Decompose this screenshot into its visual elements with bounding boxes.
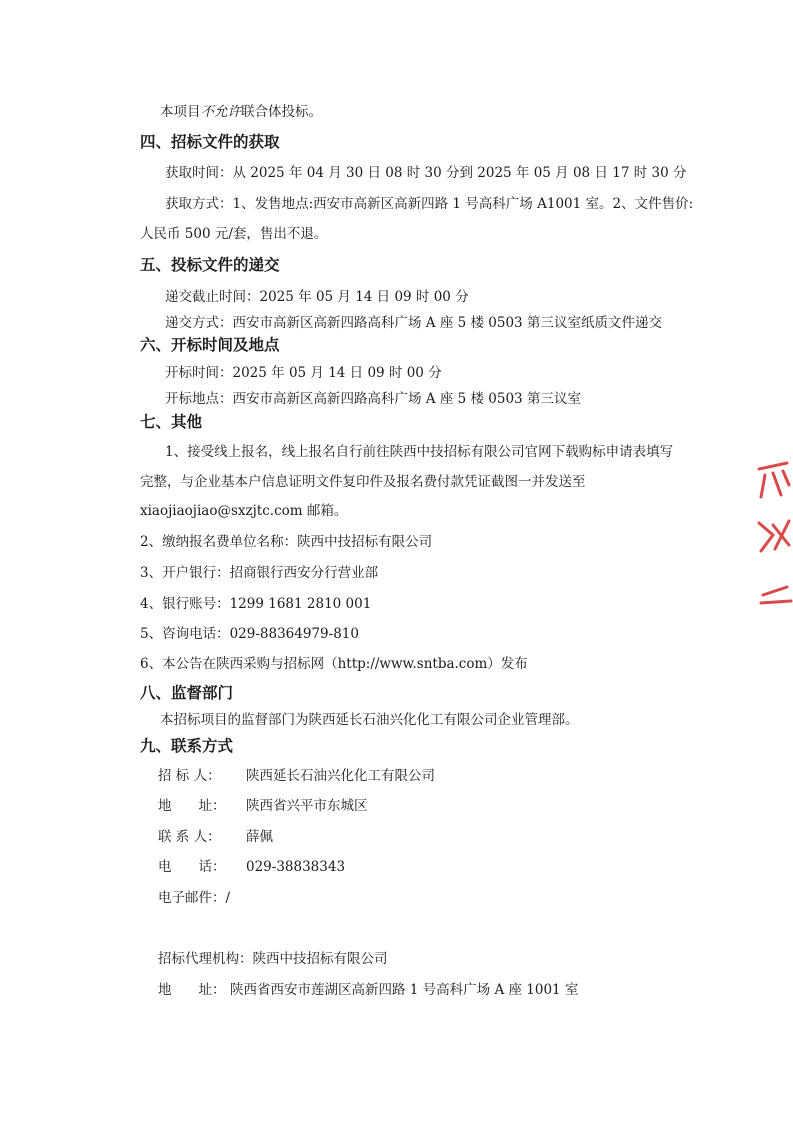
contact-address-label: 地 址： (158, 798, 226, 814)
section-7-heading: 七、其他 (140, 413, 203, 431)
intro-line (160, 103, 322, 121)
section-7-item6: 6、本公告在陕西采购与招标网（http://www.sntba.com）发布 (140, 656, 528, 672)
contact-tenderer-label: 招 标 人： (158, 768, 221, 784)
agency-name-value: 陕西中技招标有限公司 (252, 951, 388, 967)
agency-address-label: 地 址： (158, 982, 226, 998)
section-5-heading: 五、投标文件的递交 (140, 256, 280, 274)
section-4-time: 获取时间：从 2025 年 04 月 30 日 08 时 30 分到 2025 年 05 月 08 日 17 时 30 分 (165, 165, 687, 181)
contact-email (158, 889, 230, 907)
contact-address-value: 陕西省兴平市东城区 (246, 798, 368, 814)
section-8-text: 本招标项目的监督部门为陕西延长石油兴化化工有限公司企业管理部。 (160, 712, 579, 728)
contact-phone-value: 029-38838343 (246, 859, 346, 875)
contact-address (158, 797, 368, 815)
section-7-item4: 4、银行账号：1299 1681 2810 001 (140, 596, 372, 612)
section-4-method-line2: 人民币 500 元/套，售出不退。 (140, 226, 328, 242)
contact-tenderer (158, 767, 435, 785)
contact-email-label: 电子邮件： (158, 890, 226, 906)
seal-stamp-marks (759, 463, 791, 603)
section-7-item2: 2、缴纳报名费单位名称：陕西中技招标有限公司 (140, 534, 433, 550)
seal-stamp-fragment (753, 455, 793, 615)
contact-phone-label: 电 话： (158, 859, 226, 875)
section-6-heading: 六、开标时间及地点 (140, 336, 280, 354)
section-7-item5: 5、咨询电话：029-88364979-810 (140, 626, 359, 642)
section-6-place: 开标地点：西安市高新区高新四路高科广场 A 座 5 楼 0503 第三议室 (165, 391, 581, 407)
agency-name-label: 招标代理机构： (158, 951, 253, 967)
intro-prefix: 本项目 (160, 104, 201, 120)
section-7-item1-line2: 完整，与企业基本户信息证明文件复印件及报名费付款凭证截图一并发送至 (140, 474, 586, 490)
section-4-heading: 四、招标文件的获取 (140, 133, 280, 151)
section-9-heading: 九、联系方式 (140, 737, 234, 755)
agency-address-value: 陕西省西安市莲湖区高新四路 1 号高科广场 A 座 1001 室 (230, 982, 579, 998)
intro-emphasis: 不允许 (200, 104, 241, 120)
contact-person-value: 薛佩 (246, 829, 273, 845)
intro-suffix: 联合体投标。 (241, 104, 322, 120)
agency-address (158, 981, 578, 999)
section-5-deadline: 递交截止时间：2025 年 05 月 14 日 09 时 00 分 (165, 289, 469, 305)
section-7-item3: 3、开户银行：招商银行西安分行营业部 (140, 565, 379, 581)
section-8-heading: 八、监督部门 (140, 684, 234, 702)
contact-tenderer-value: 陕西延长石油兴化化工有限公司 (246, 768, 435, 784)
section-7-item1-line3: xiaojiaojiao@sxzjtc.com 邮箱。 (140, 503, 348, 519)
section-6-time: 开标时间：2025 年 05 月 14 日 09 时 00 分 (165, 365, 442, 381)
section-5-method: 递交方式：西安市高新区高新四路高科广场 A 座 5 楼 0503 第三议室纸质文件递交 (165, 315, 662, 331)
agency-name (158, 950, 388, 968)
contact-person (158, 828, 273, 846)
contact-email-value: / (225, 890, 231, 906)
section-7-item1-line1: 1、接受线上报名，线上报名自行前往陕西中技招标有限公司官网下载购标申请表填写 (165, 444, 674, 460)
contact-phone (158, 858, 345, 876)
section-4-method-line1: 获取方式：1、发售地点:西安市高新区高新四路 1 号高科广场 A1001 室。2、文件售价: (165, 196, 694, 212)
contact-person-label: 联 系 人： (158, 829, 221, 845)
